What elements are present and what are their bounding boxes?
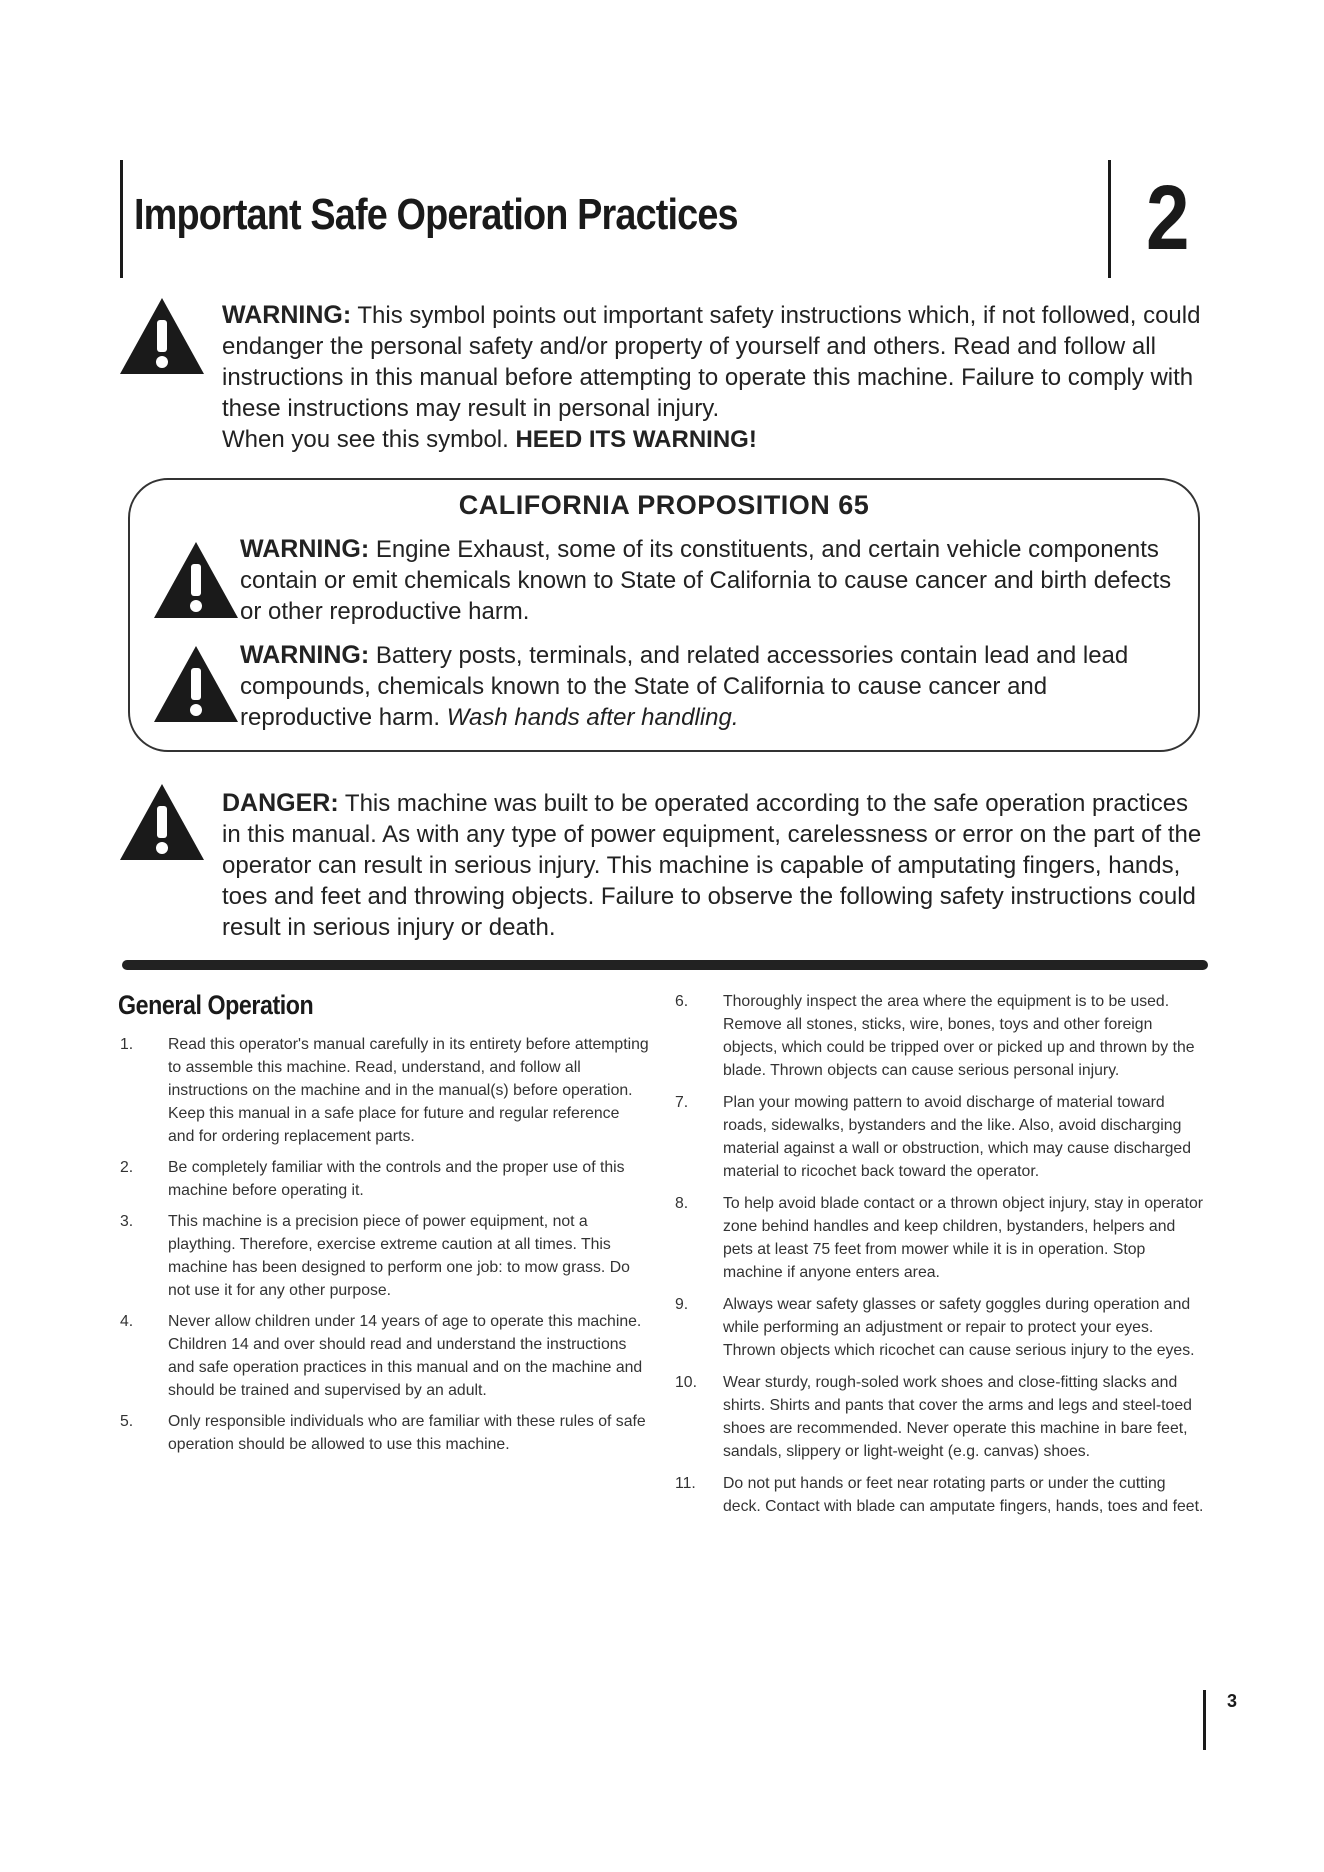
list-item-text: Thoroughly inspect the area where the equipment is to be used. Remove all stones, sticks, wire, bones, toys and other foreign objects, which could be tripped over or picked up and thrown by the blade. Thrown objects can cause serious personal injury. xyxy=(723,993,1195,1079)
prop65-warning-1-lead: WARNING: xyxy=(240,535,370,563)
list-item-text: Do not put hands or feet near rotating parts or under the cutting deck. Contact with blade can amputate fingers, hands, toes and feet. xyxy=(723,1475,1204,1515)
prop65-warning-1-text: Engine Exhaust, some of its constituents, and certain vehicle components contain or emit chemicals known to State of California to cause cancer and birth defects or other reproductive harm. xyxy=(240,536,1172,625)
title-rule-left xyxy=(120,160,123,278)
prop65-warning-2-text: Battery posts, terminals, and related accessories contain lead and lead compounds, chemicals known to the State of California to cause cancer and reproductive harm. xyxy=(240,642,1129,731)
list-item-number: 11. xyxy=(675,1475,696,1492)
prop65-title: CALIFORNIA PROPOSITION 65 xyxy=(458,490,870,520)
list-item-number: 9. xyxy=(675,1296,689,1313)
operation-list-left xyxy=(120,1033,650,1464)
list-item xyxy=(120,1410,650,1456)
warning-triangle-icon xyxy=(118,296,206,376)
list-item-text: Always wear safety glasses or safety goggles during operation and while performing an adjustment or repair to protect your eyes. Thrown objects which ricochet can cause serious injury to the eyes. xyxy=(723,1296,1195,1359)
warning-triangle-icon xyxy=(118,782,206,862)
list-item-text: Plan your mowing pattern to avoid discharge of material toward roads, sidewalks, bystanders and the like. Also, avoid discharging material against a wall or obstruction, which may cause discharged material to ricochet back toward the operator. xyxy=(723,1094,1191,1180)
list-item xyxy=(675,1192,1207,1284)
wash-hands-text: Wash hands after handling. xyxy=(446,704,739,731)
list-item-number: 6. xyxy=(675,993,689,1010)
list-item-number: 2. xyxy=(120,1159,134,1176)
section-heading: General Operation xyxy=(118,990,314,1020)
operation-list-right xyxy=(675,990,1207,1527)
list-item-number: 10. xyxy=(675,1374,697,1391)
list-item xyxy=(675,1472,1207,1518)
list-item-number: 1. xyxy=(120,1036,134,1053)
list-item xyxy=(120,1210,650,1302)
list-item xyxy=(120,1156,650,1202)
danger-block xyxy=(222,788,1212,943)
list-item-text: Be completely familiar with the controls and the proper use of this machine before operating it. xyxy=(168,1159,625,1199)
list-item-number: 7. xyxy=(675,1094,689,1111)
list-item-number: 4. xyxy=(120,1313,134,1330)
danger-text: This machine was built to be operated according to the safe operation practices in this manual. As with any type of power equipment, carelessness or error on the part of the operator can result in serious injury. This machine is capable of amputating fingers, hands, toes and feet and throwing objects. Failure to observe the following safety instructions could result in serious injury or death. xyxy=(222,790,1202,941)
page-title: Important Safe Operation Practices xyxy=(134,190,738,239)
list-item-text: Never allow children under 14 years of age to operate this machine. Children 14 and over should read and understand the instructions and safe operation practices in this manual and on the machine and should be trained and supervised by an adult. xyxy=(168,1313,643,1399)
list-item xyxy=(675,1371,1207,1463)
list-item xyxy=(675,990,1207,1082)
list-item-text: This machine is a precision piece of power equipment, not a plaything. Therefore, exercise extreme caution at all times. This machine has been designed to perform one job: to mow grass. Do not use it for any other purpose. xyxy=(168,1213,630,1299)
list-item xyxy=(675,1091,1207,1183)
warning-intro-line2: When you see this symbol. xyxy=(222,426,516,453)
warning-intro-lead: WARNING: xyxy=(222,301,352,329)
prop65-warning-2-lead: WARNING: xyxy=(240,641,370,669)
list-item-text: Only responsible individuals who are familiar with these rules of safe operation should be allowed to use this machine. xyxy=(168,1413,646,1453)
list-item xyxy=(675,1293,1207,1362)
page-number: 3 xyxy=(1227,1691,1238,1711)
list-item-text: Read this operator's manual carefully in its entirety before attempting to assemble this machine. Read, understand, and follow all instructions on the machine and in the manual(s) before operation. Keep this manual in a safe place for future and regular reference and for ordering replacement parts. xyxy=(168,1036,649,1145)
section-divider xyxy=(122,960,1208,970)
warning-intro xyxy=(222,300,1212,455)
list-item-text: Wear sturdy, rough-soled work shoes and close-fitting slacks and shirts. Shirts and pants that cover the arms and legs and steel-toed shoes are recommended. Never operate this machine in bare feet, sandals, slippery or light-weight (e.g. canvas) shoes. xyxy=(723,1374,1192,1460)
list-item-number: 3. xyxy=(120,1213,134,1230)
warning-triangle-icon xyxy=(152,540,240,620)
list-item xyxy=(120,1033,650,1148)
warning-triangle-icon xyxy=(152,644,240,724)
list-item xyxy=(120,1310,650,1402)
list-item-number: 8. xyxy=(675,1195,689,1212)
chapter-number: 2 xyxy=(1146,167,1190,269)
list-item-text: To help avoid blade contact or a thrown object injury, stay in operator zone behind handles and keep children, bystanders, helpers and pets at least 75 feet from mower while it is in operation. Stop machine if anyone enters area. xyxy=(723,1195,1204,1281)
prop65-warning-1 xyxy=(240,534,1180,627)
list-item-number: 5. xyxy=(120,1413,134,1430)
heed-warning-text: HEED ITS WARNING! xyxy=(515,426,757,453)
warning-intro-text: This symbol points out important safety instructions which, if not followed, could endanger the personal safety and/or property of yourself and others. Read and follow all instructions in this manual before attempting to operate this machine. Failure to comply with these instructions may result in personal injury. xyxy=(222,302,1201,422)
title-rule-right xyxy=(1108,160,1111,278)
footer-rule xyxy=(1203,1690,1206,1750)
prop65-warning-2 xyxy=(240,640,1180,733)
danger-lead: DANGER: xyxy=(222,789,339,817)
